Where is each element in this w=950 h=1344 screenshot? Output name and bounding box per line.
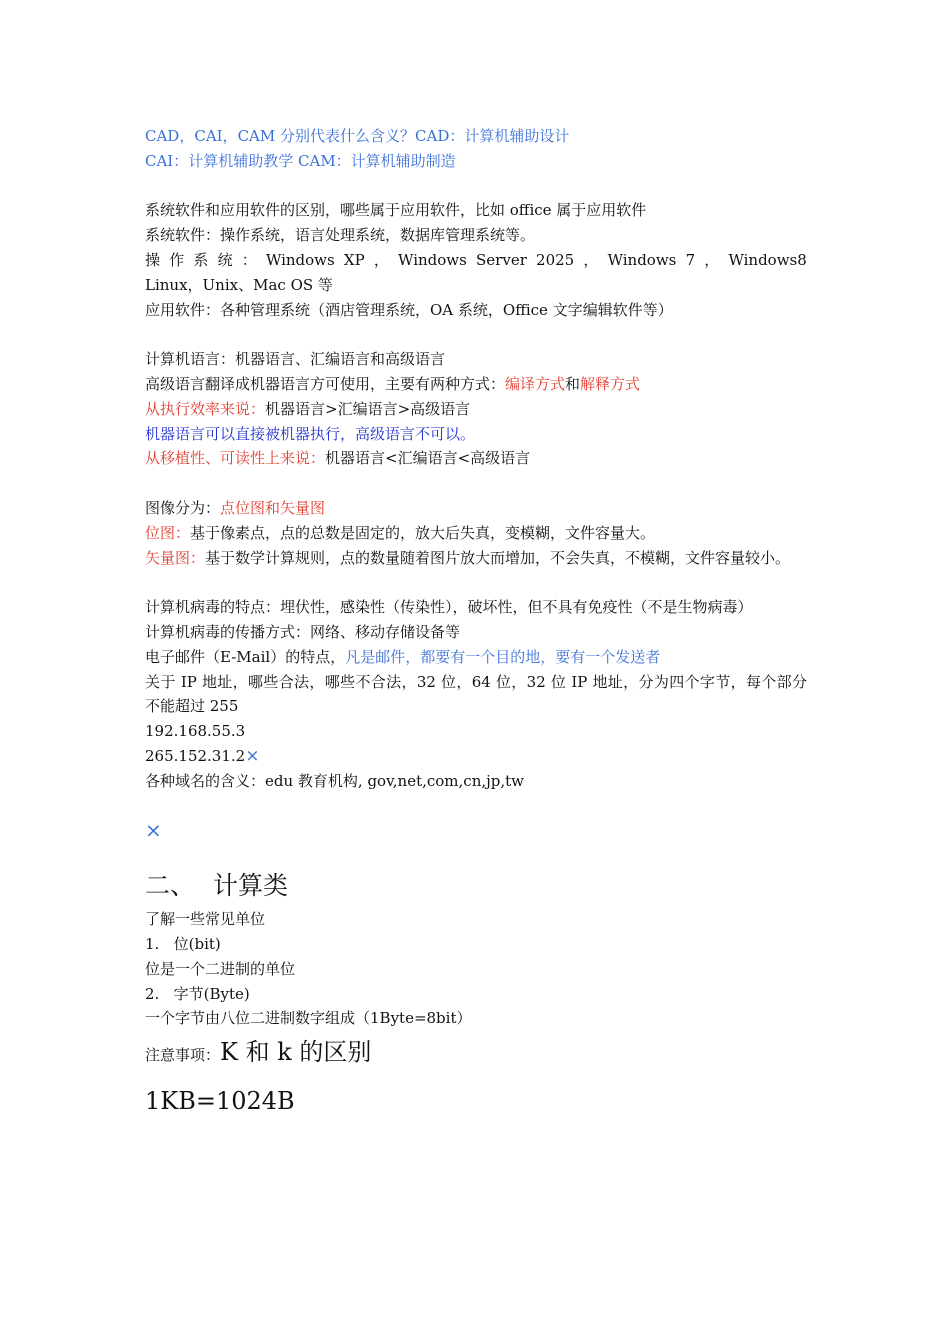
document-page xyxy=(145,124,807,1118)
image-types-line xyxy=(145,496,807,521)
note-content: K 和 k 的区别 xyxy=(220,1038,372,1067)
bitmap-label: 位图： xyxy=(145,523,191,542)
bit-description: 位是一个二进制的单位 xyxy=(145,959,296,978)
ip-invalid-value: 265.152.31.2 xyxy=(145,746,246,765)
os-word: XP xyxy=(343,250,365,269)
application-software-line: 应用软件：各种管理系统（酒店管理系统，OA 系统，Office 文字编辑软件等） xyxy=(145,300,673,319)
os-word: 操 xyxy=(145,250,161,269)
list-item-byte: 2. 字节(Byte) xyxy=(145,984,250,1003)
os-word: Windows8 xyxy=(728,250,807,269)
os-list-line xyxy=(145,248,807,273)
translation-methods-line xyxy=(145,372,807,397)
note-label: 注意事项： xyxy=(145,1046,221,1065)
os-list-continuation: Linux，Unix、Mac OS 等 xyxy=(145,275,333,294)
image-types-value: 点位图和矢量图 xyxy=(220,498,326,517)
bitmap-line xyxy=(145,521,807,546)
efficiency-line xyxy=(145,397,807,422)
cai-cam-line: CAI：计算机辅助教学 CAM：计算机辅助制造 xyxy=(145,151,456,170)
email-label: 电子邮件（E-Mail）的特点， xyxy=(145,647,346,666)
units-intro: 了解一些常见单位 xyxy=(145,910,266,929)
machine-language-note: 机器语言可以直接被机器执行，高级语言不可以。 xyxy=(145,424,476,443)
ip-example-valid: 192.168.55.3 xyxy=(145,722,246,741)
vector-desc: 基于数学计算规则，点的数量随着图片放大而增加，不会失真，不模糊，文件容量较小。 xyxy=(205,548,791,567)
portability-order: 机器语言<汇编语言<高级语言 xyxy=(325,449,531,468)
image-types-label: 图像分为： xyxy=(145,498,221,517)
conjunction: 和 xyxy=(565,374,581,393)
os-word: 作 xyxy=(169,250,185,269)
os-word: ， xyxy=(704,250,720,269)
section-title: 计算类 xyxy=(213,871,289,901)
os-word: ， xyxy=(373,250,389,269)
section-number: 二、 xyxy=(145,871,196,901)
email-features-line xyxy=(145,645,807,670)
os-word: Windows xyxy=(607,250,677,269)
translation-intro: 高级语言翻译成机器语言方可使用，主要有两种方式： xyxy=(145,374,506,393)
os-word: 7 xyxy=(685,250,696,269)
paragraph-gap xyxy=(145,322,807,347)
ip-example-invalid xyxy=(145,744,807,769)
list-item-bit: 1. 位(bit) xyxy=(145,934,221,953)
note-line xyxy=(145,1035,807,1072)
portability-label: 从移植性、可读性上来说： xyxy=(145,449,326,468)
bitmap-desc: 基于像素点，点的总数是固定的，放大后失真，变模糊，文件容量大。 xyxy=(190,523,656,542)
system-software-line: 系统软件：操作系统，语言处理系统，数据库管理系统等。 xyxy=(145,226,536,245)
vector-line xyxy=(145,546,807,571)
cross-mark-icon: × xyxy=(145,818,162,843)
cad-question-line: CAD，CAI，CAM 分别代表什么含义？CAD：计算机辅助设计 xyxy=(145,127,570,145)
section-heading xyxy=(145,869,807,903)
virus-spread-line: 计算机病毒的传播方式：网络、移动存储设备等 xyxy=(145,622,461,641)
software-question-line: 系统软件和应用软件的区别，哪些属于应用软件，比如 office 属于应用软件 xyxy=(145,201,647,220)
interpret-method: 解释方式 xyxy=(580,374,641,393)
domain-line: 各种域名的含义：edu 教育机构, gov,net,com,cn,jp,tw xyxy=(145,771,525,790)
ip-address-line: 关于 IP 地址，哪些合法，哪些不合法，32 位，64 位，32 位 IP 地址，分为四个字节，每个部分不能超过 255 xyxy=(145,672,807,716)
paragraph-gap xyxy=(145,794,807,819)
paragraph-gap xyxy=(145,570,807,595)
paragraph-gap xyxy=(145,471,807,496)
cross-mark-icon: × xyxy=(245,745,260,766)
os-word: ， xyxy=(583,250,599,269)
compile-method: 编译方式 xyxy=(505,374,566,393)
paragraph-gap xyxy=(145,174,807,199)
os-word: Windows xyxy=(265,250,335,269)
os-word: Windows xyxy=(398,250,467,269)
computer-language-line: 计算机语言：机器语言、汇编语言和高级语言 xyxy=(145,350,446,369)
os-word: 系 xyxy=(193,250,209,269)
vector-label: 矢量图： xyxy=(145,548,206,567)
email-desc: 凡是邮件，都要有一个目的地，要有一个发送者 xyxy=(345,647,661,666)
os-word: Server xyxy=(476,250,527,269)
efficiency-order: 机器语言>汇编语言>高级语言 xyxy=(265,399,471,418)
portability-line xyxy=(145,446,807,471)
byte-description: 一个字节由八位二进制数字组成（1Byte=8bit） xyxy=(145,1009,472,1028)
os-word: 2025 xyxy=(536,250,575,269)
kb-definition: 1KB=1024B xyxy=(145,1087,295,1116)
os-word: 统 xyxy=(217,250,233,269)
os-word: ： xyxy=(241,250,257,269)
efficiency-label: 从执行效率来说： xyxy=(145,399,266,418)
virus-features-line: 计算机病毒的特点：埋伏性，感染性（传染性），破坏性，但不具有免疫性（不是生物病毒） xyxy=(145,598,753,617)
